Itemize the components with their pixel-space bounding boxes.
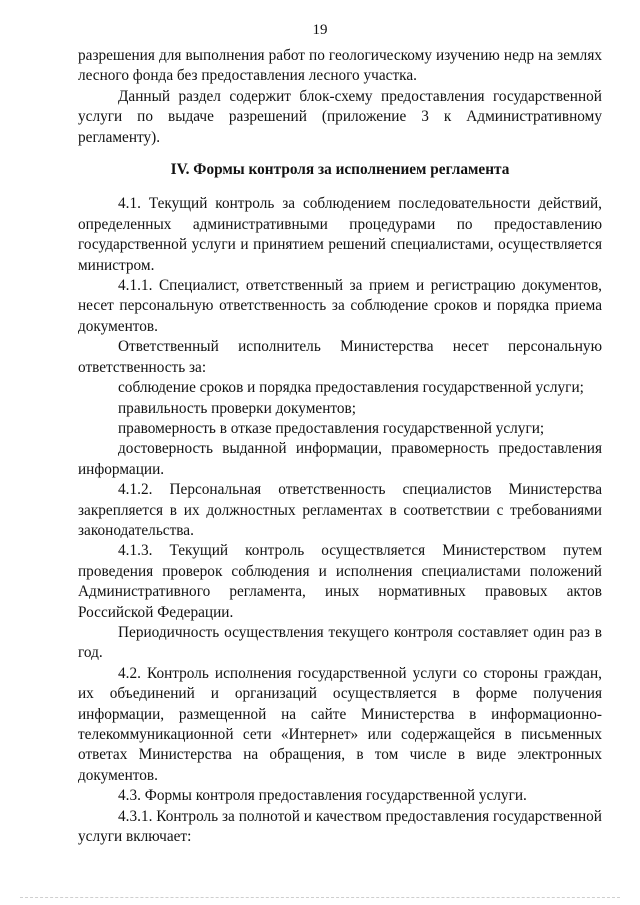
paragraph: 4.1.2. Персональная ответственность специалистов Министерства закрепляется в их должностных регламентах в соответствии с требованиями законодательства. bbox=[78, 481, 602, 539]
paragraph: разрешения для выполнения работ по геологическому изучению недр на землях лесного фонда без предоставления лесного участка. bbox=[78, 47, 602, 85]
list-item: достоверность выданной информации, правомерность предоставления информации. bbox=[78, 440, 602, 478]
page-bottom-edge bbox=[20, 897, 620, 898]
paragraph: Ответственный исполнитель Министерства несет персональную ответственность за: bbox=[78, 338, 602, 376]
document-body bbox=[78, 46, 602, 847]
paragraph: 4.1. Текущий контроль за соблюдением последовательности действий, определенных административными процедурами по предоставлению государственной услуги и принятием решений специалистами, осуществляется министром. bbox=[78, 195, 602, 274]
paragraph: 4.3. Формы контроля предоставления государственной услуги. bbox=[118, 787, 527, 805]
list-item: правомерность в отказе предоставления государственной услуги; bbox=[118, 419, 545, 437]
paragraph: 4.1.1. Специалист, ответственный за прием и регистрацию документов, несет персональную ответственность за соблюдение сроков и порядка приема документов. bbox=[78, 277, 602, 335]
paragraph: 4.1.3. Текущий контроль осуществляется Министерством путем проведения проверок соблюдения и исполнения специалистами положений Административного регламента, иных нормативных правовых актов Российской Федерации. bbox=[78, 542, 602, 621]
paragraph: 4.2. Контроль исполнения государственной услуги со стороны граждан, их объединений и организаций осуществляется в форме получения информации, размещенной на сайте Министерства в информационно-телекоммуникационной сети «Интернет» или содержащейся в письменных ответах Министерства на обращения, в том числе в виде электронных документов. bbox=[78, 664, 602, 784]
paragraph: Периодичность осуществления текущего контроля составляет один раз в год. bbox=[78, 623, 602, 662]
paragraph: Данный раздел содержит блок-схему предоставления государственной услуги по выдаче разрешений (приложение 3 к Административному регламенту). bbox=[78, 87, 602, 146]
section-heading: IV. Формы контроля за исполнением регламента bbox=[170, 161, 510, 179]
list-item: соблюдение сроков и порядка предоставления государственной услуги; bbox=[118, 379, 584, 397]
list-item: правильность проверки документов; bbox=[118, 399, 356, 417]
page-number: 19 bbox=[312, 22, 328, 38]
paragraph: 4.3.1. Контроль за полнотой и качеством предоставления государственной услуги включает: bbox=[78, 807, 602, 846]
